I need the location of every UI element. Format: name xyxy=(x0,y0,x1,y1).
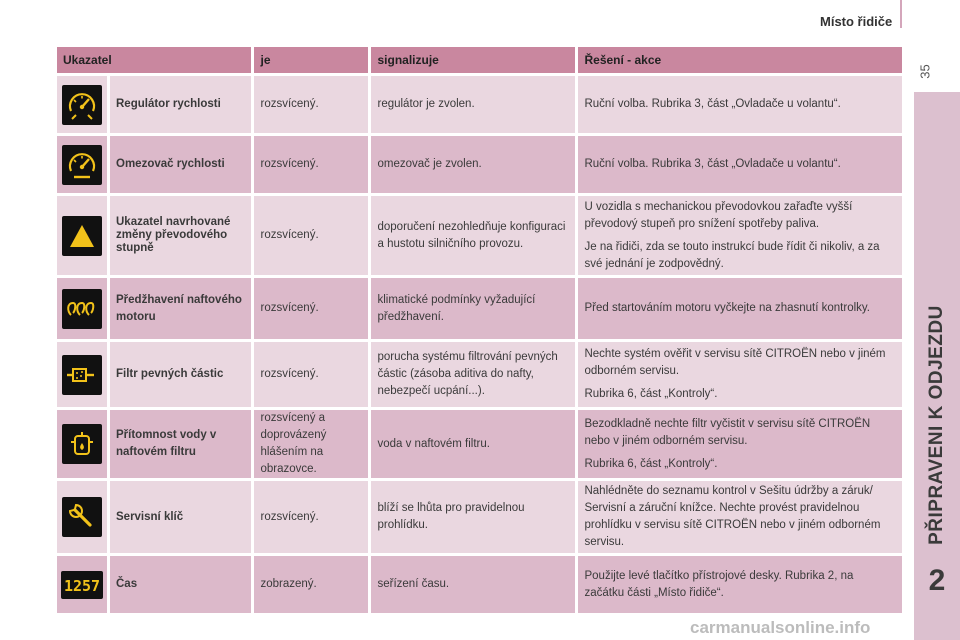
indicator-name: Filtr pevných částic xyxy=(110,342,254,410)
indicator-action: Bezodkladně nechte filtr vyčistit v servisu sítě CITROËN nebo v jiném odborném servisu. Rubrika 6, část „Kontroly“. xyxy=(578,410,902,481)
table-header-row xyxy=(57,47,902,76)
indicator-action: Ruční volba. Rubrika 3, část „Ovladače u volantu“. xyxy=(578,136,902,196)
indicator-meaning: porucha systému filtrování pevných částic (zásoba aditiva do nafty, nebezpečí ucpání...). xyxy=(371,342,578,410)
service-wrench-icon xyxy=(62,497,102,537)
indicator-state: rozsvícený a doprovázený hlášením na obrazovce. xyxy=(254,410,371,481)
indicator-state: rozsvícený. xyxy=(254,342,371,410)
table-row xyxy=(57,481,902,556)
preheating-icon xyxy=(62,289,102,329)
indicator-action: U vozidla s mechanickou převodovkou zařaďte vyšší převodový stupeň pro snížení spotřeby paliva. Je na řidiči, zda se touto instrukcí bude řídit či nikoliv, a za své jednání je zodpovědný. xyxy=(578,196,902,278)
indicator-state: rozsvícený. xyxy=(254,278,371,342)
table-row xyxy=(57,556,902,616)
indicator-state: zobrazený. xyxy=(254,556,371,616)
indicator-meaning: regulátor je zvolen. xyxy=(371,76,578,136)
indicator-meaning: omezovač je zvolen. xyxy=(371,136,578,196)
indicator-meaning: seřízení času. xyxy=(371,556,578,616)
indicator-action: Nahlédněte do seznamu kontrol v Sešitu údržby a záruk/ Servisní a záruční knížce. Nechte provést pravidelnou prohlídku v servisu sítě CITROËN nebo v jiném odborném servisu. xyxy=(578,481,902,556)
indicator-name: Servisní klíč xyxy=(110,481,254,556)
indicator-action: Před startováním motoru vyčkejte na zhasnutí kontrolky. xyxy=(578,278,902,342)
indicator-name: Předžhavení naftového motoru xyxy=(110,278,254,342)
table-row xyxy=(57,278,902,342)
indicator-name: Ukazatel navrhované změny převodového stupně xyxy=(110,196,254,278)
indicator-name: Čas xyxy=(110,556,254,616)
clock-display-icon xyxy=(61,571,103,599)
gear-shift-indicator-icon xyxy=(62,216,102,256)
table-row xyxy=(57,196,902,278)
indicator-action: Použijte levé tlačítko přístrojové desky. Rubrika 2, na začátku části „Místo řidiče“. xyxy=(578,556,902,616)
indicator-name: Omezovač rychlosti xyxy=(110,136,254,196)
indicator-state: rozsvícený. xyxy=(254,481,371,556)
indicator-action: Ruční volba. Rubrika 3, část „Ovladače u volantu“. xyxy=(578,76,902,136)
table-row xyxy=(57,76,902,136)
column-header-action: Řešení - akce xyxy=(578,47,902,76)
table-row xyxy=(57,410,902,481)
indicator-state: rozsvícený. xyxy=(254,196,371,278)
indicator-state: rozsvícený. xyxy=(254,76,371,136)
speed-regulator-icon xyxy=(62,85,102,125)
column-header-indicator: Ukazatel xyxy=(57,47,254,76)
indicator-state: rozsvícený. xyxy=(254,136,371,196)
column-header-state: je xyxy=(254,47,371,76)
watermark-text: carmanualsonline.info xyxy=(690,618,871,637)
indicator-action: Nechte systém ověřit v servisu sítě CITROËN nebo v jiném odborném servisu. Rubrika 6, část „Kontroly“. xyxy=(578,342,902,410)
indicator-name: Regulátor rychlosti xyxy=(110,76,254,136)
indicator-table xyxy=(57,47,902,616)
clock-display-text: 1257 xyxy=(63,576,101,595)
page-number: 35 xyxy=(917,64,933,79)
indicator-name: Přítomnost vody v naftovém filtru xyxy=(110,410,254,481)
header-divider xyxy=(900,0,902,28)
particle-filter-icon xyxy=(62,355,102,395)
indicator-meaning: klimatické podmínky vyžadující předžhavení. xyxy=(371,278,578,342)
page-header-title: Místo řidiče xyxy=(820,14,893,29)
indicator-meaning: doporučení nezohledňuje konfiguraci a hustotu silničního provozu. xyxy=(371,196,578,278)
column-header-meaning: signalizuje xyxy=(371,47,578,76)
water-in-diesel-icon xyxy=(62,424,102,464)
table-row xyxy=(57,136,902,196)
chapter-number: 2 xyxy=(928,564,946,597)
speed-limiter-icon xyxy=(62,145,102,185)
chapter-title: PŘIPRAVENI K ODJEZDU xyxy=(926,305,947,545)
table-row xyxy=(57,342,902,410)
indicator-meaning: voda v naftovém filtru. xyxy=(371,410,578,481)
indicator-meaning: blíží se lhůta pro pravidelnou prohlídku. xyxy=(371,481,578,556)
